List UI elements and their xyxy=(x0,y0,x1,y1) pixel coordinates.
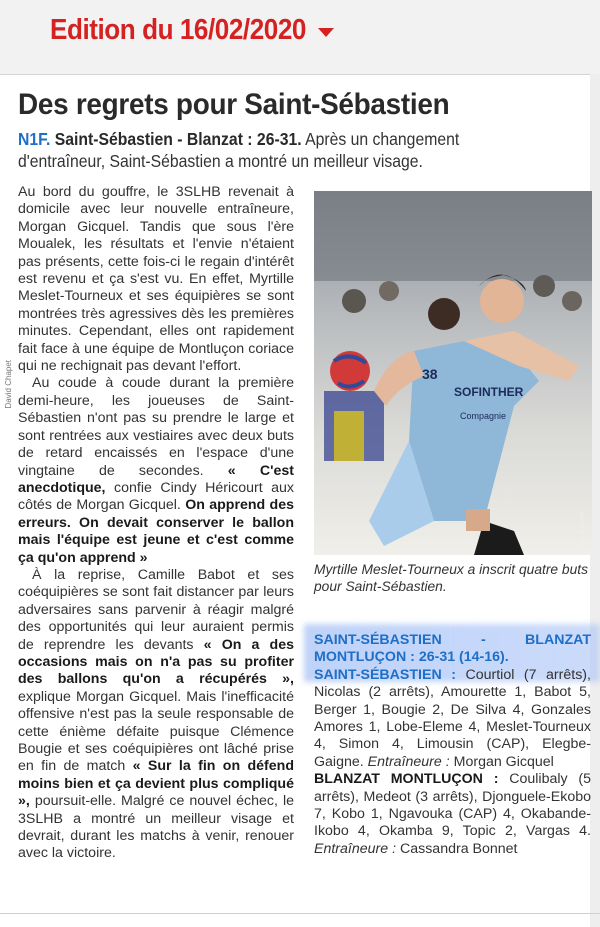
p3-quote-2: « Sur la fin on défend moins bien et ça devient plus compliqué », xyxy=(18,758,294,810)
team2-coach: Cassandra Bonnet xyxy=(399,840,518,857)
match-results xyxy=(314,632,591,858)
team1-name: SAINT-SÉBASTIEN : xyxy=(314,666,456,683)
photo-caption: Myrtille Meslet-Tourneux a inscrit quatre buts pour Saint-Sébastien. xyxy=(314,562,589,594)
jersey-sponsor: SOFINTHER xyxy=(454,385,524,399)
p3-text-b: explique Morgan Gicquel. Mais l'inefficacité offensive n'est pas la seule responsable de cette énième défaite puisque Clémence Bougie et ses coéquipières ont lâché prise en fin de match xyxy=(18,688,294,775)
article-photo xyxy=(314,191,592,555)
photo-credit-left: David Chapet xyxy=(4,360,13,409)
jersey-sponsor-2: Compagnie xyxy=(460,411,507,421)
p3-text-c: poursuit-elle. Malgré ce nouvel échec, le 3SLHB a montré un meilleur visage et devrait, durant les matchs à venir, renouer avec la victoire. xyxy=(18,793,294,862)
caret-down-icon[interactable] xyxy=(318,28,334,37)
team1-coach-label: Entraîneure : xyxy=(367,753,450,770)
team1-lineup xyxy=(314,667,591,771)
edition-selector[interactable] xyxy=(50,14,334,47)
paragraph-3 xyxy=(18,567,294,863)
team2-lineup xyxy=(314,771,591,858)
p2-quote-2: On apprend des erreurs. On devait conserver le ballon mais l'équipe est jeune et c'est comme ça qu'on apprend » xyxy=(18,497,294,566)
edition-label: Edition du 16/02/2020 xyxy=(50,14,307,46)
team1-coach: Morgan Gicquel xyxy=(453,753,554,770)
handball-player-photo xyxy=(314,191,592,555)
lede-text: Après un changement d'entraîneur, Saint-Sébastien a montré un meilleur visage. xyxy=(18,129,460,171)
jersey-number: 38 xyxy=(422,366,438,382)
paragraph-2 xyxy=(18,375,294,566)
team1-players: Courtiol (7 arrêts), Nicolas (2 arrêts), Amourette 1, Babot 5, Berger 1, Bougie 2, De Silva 4, Gonzales Amores 1, Lobe-Eleme 4, Meslet-Tourneux 4, Simon 4, Limousin (CAP), Elegbe-Gaigne. xyxy=(314,666,591,770)
paragraph-1: Au bord du gouffre, le 3SLHB revenait à domicile avec leur nouvelle entraîneure, Morgan Gicquel. Tandis que sous l'ère Moualek, les résultats et l'envie n'étaient pas présents, cette fois-ci le regain d'intérêt est revenu et ça s'est vu. En effet, Myrtille Meslet-Tourneux et ses équipières se sont montrées très agressives dès les premières minutes. Cependant, elles ont rapidement fait face à une équipe de Montluçon coriace qui ne rechignait pas devant l'effort. xyxy=(18,184,294,375)
p2-text-a: Au coude à coude durant la première demi-heure, les joueuses de Saint-Sébastien n'ont pas su prendre le large et sont rentrées aux vestiaires avec deux buts de retard encaissés en l'espace d'une vingtaine de secondes. xyxy=(18,375,294,479)
results-headline: SAINT-SÉBASTIEN - BLANZAT MONTLUÇON : 26-31 (14-16). xyxy=(314,632,591,666)
p3-text-a: À la reprise, Camille Babot et ses coéquipières se sont fait distancer par leurs adversaires sans parvenir à réagir malgré des opportunités qui leur auraient permis de reprendre les devants xyxy=(18,566,294,653)
match-score: Saint-Sébastien - Blanzat : 26-31. xyxy=(54,129,302,149)
edition-bar xyxy=(0,0,600,75)
section-tag: N1F. xyxy=(18,129,51,149)
team2-players: Coulibaly (5 arrêts), Medeot (3 arrêts), Djonguele-Ekobo 7, Kobo 1, Ngavouka (CAP) 4, Okabande-Ikobo 4, Okamba 9, Topic 2, Vargas 4. xyxy=(314,771,591,840)
bottom-divider xyxy=(0,913,600,914)
article-headline: Des regrets pour Saint-Sébastien xyxy=(18,88,450,121)
p2-text-b: confie Cindy Héricourt aux côtés de Morgan Gicquel. xyxy=(18,479,294,514)
team2-coach-label: Entraîneure : xyxy=(314,840,397,857)
p3-quote-1: « On a des occasions mais on n'a pas su profiter des ballons qu'on a récupérés », xyxy=(18,636,294,688)
article-body xyxy=(18,184,294,863)
team2-name: BLANZAT MONTLUÇON : xyxy=(314,771,499,788)
article-lede xyxy=(18,128,549,172)
p2-quote-1: « C'est anecdotique, xyxy=(18,462,294,496)
photo-credit: David Chapet xyxy=(579,511,586,554)
